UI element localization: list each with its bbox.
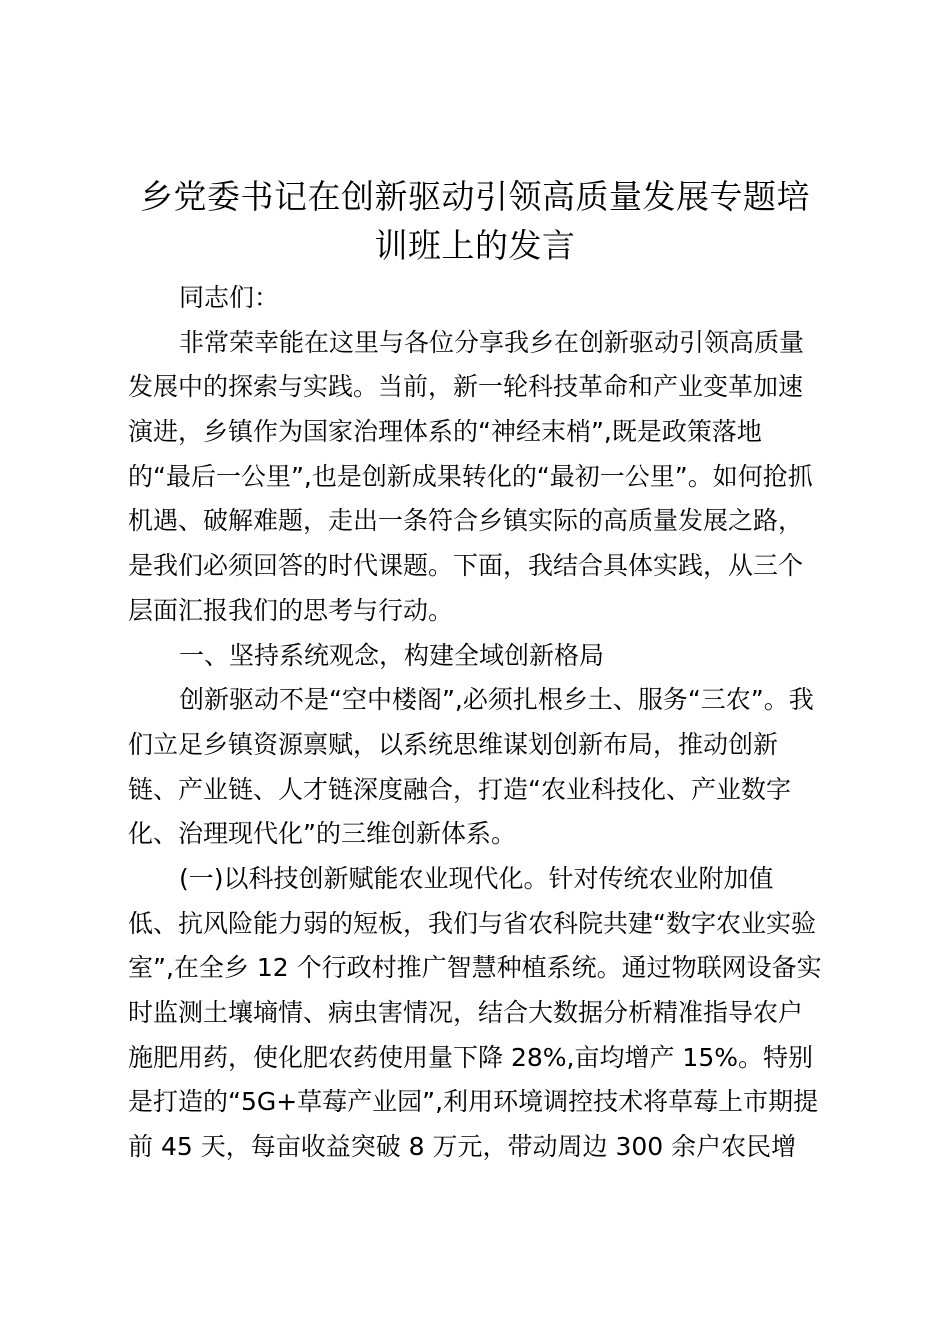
paragraph-line: (一)以科技创新赋能农业现代化。针对传统农业附加值 [179,863,774,893]
paragraph-line: 同志们： [179,283,280,312]
document-body [128,276,834,1170]
paragraph-line: 前 45 天，每亩收益突破 8 万元，带动周边 300 余户农民增 [128,1132,797,1162]
paragraph-line: 们立足乡镇资源禀赋，以系统思维谋划创新布局，推动创新 [128,729,779,759]
paragraph-line: 机遇、破解难题，走出一条符合乡镇实际的高质量发展之路， [128,506,804,536]
paragraph-line: 低、抗风险能力弱的短板，我们与省农科院共建“数字农业实验 [128,908,816,938]
paragraph-line: 时监测土壤墒情、病虫害情况，结合大数据分析精准指导农户 [128,998,804,1027]
paragraph-line: 发展中的探索与实践。当前，新一轮科技革命和产业变革加速 [128,372,804,402]
paragraph-line: 演进，乡镇作为国家治理体系的“神经末梢”,既是政策落地 [128,417,762,447]
paragraph-line: 非常荣幸能在这里与各位分享我乡在创新驱动引领高质量 [179,327,805,357]
document-title [110,172,840,270]
paragraph-line: 是打造的“5G+草莓产业园”,利用环境调控技术将草莓上市期提 [128,1087,819,1117]
paragraph-line: 是我们必须回答的时代课题。下面，我结合具体实践，从三个 [128,551,804,581]
paragraph-line: 的“最后一公里”,也是创新成果转化的“最初一公里”。如何抢抓 [128,461,813,491]
paragraph-line: 一、坚持系统观念，构建全域创新格局 [179,640,605,670]
paragraph-line: 施肥用药，使化肥农药使用量下降 28%,亩均增产 15%。特别 [128,1042,813,1072]
paragraph-line: 层面汇报我们的思考与行动。 [128,595,454,625]
paragraph-line: 链、产业链、人才链深度融合，打造“农业科技化、产业数字 [128,774,791,804]
paragraph-line: 化、治理现代化”的三维创新体系。 [128,819,516,849]
title-line-2: 训班上的发言 [374,226,576,265]
title-line-1: 乡党委书记在创新驱动引领高质量发展专题培 [140,177,810,216]
paragraph-line: 室”,在全乡 12 个行政村推广智慧种植系统。通过物联网设备实 [128,953,822,983]
paragraph-line: 创新驱动不是“空中楼阁”,必须扎根乡土、服务“三农”。我 [179,685,814,715]
